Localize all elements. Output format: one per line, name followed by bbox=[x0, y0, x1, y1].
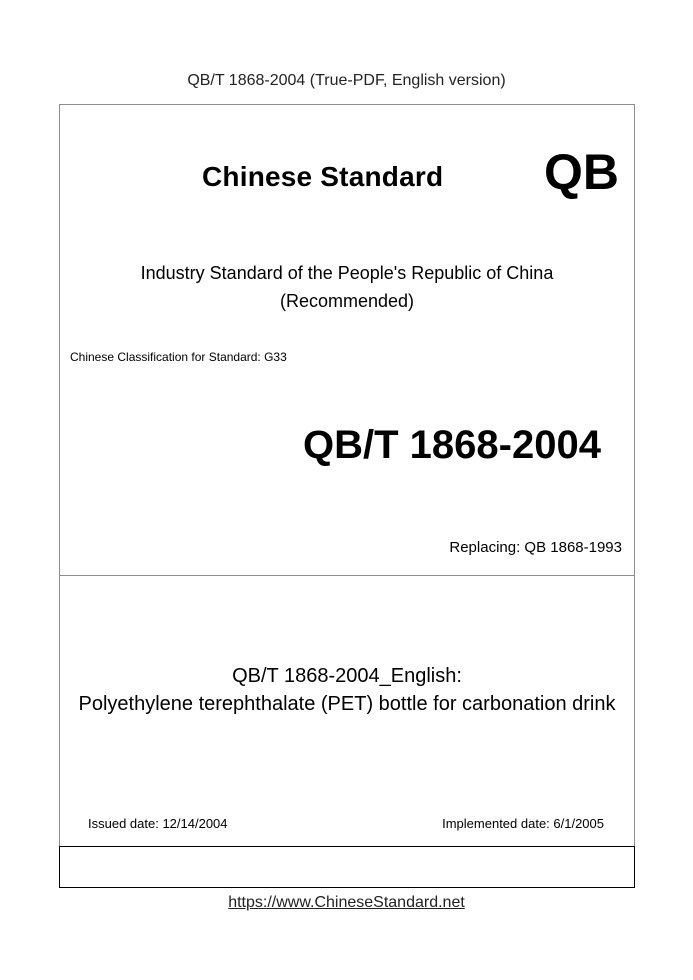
document-header: QB/T 1868-2004 (True-PDF, English version) bbox=[187, 72, 506, 89]
industry-line-1: Industry Standard of the People's Republic of China bbox=[140, 263, 554, 283]
english-title bbox=[60, 662, 634, 718]
cover-frame bbox=[59, 104, 635, 888]
cover-top-section bbox=[60, 105, 634, 576]
issued-date: Issued date: 12/14/2004 bbox=[88, 816, 228, 831]
english-title-line-1: QB/T 1868-2004_English: bbox=[232, 665, 462, 687]
standard-badge: QB bbox=[544, 144, 619, 200]
industry-line-2: (Recommended) bbox=[279, 291, 415, 311]
classification-text: Chinese Classification for Standard: G33 bbox=[70, 350, 287, 364]
industry-statement bbox=[60, 259, 634, 315]
standard-number: QB/T 1868-2004 bbox=[303, 423, 601, 467]
english-title-line-2: Polyethylene terephthalate (PET) bottle for carbonation drink bbox=[78, 693, 616, 715]
implemented-date: Implemented date: 6/1/2005 bbox=[442, 816, 604, 831]
cover-footer-bar bbox=[59, 846, 635, 888]
cover-title: Chinese Standard bbox=[202, 161, 444, 192]
replacing-text: Replacing: QB 1868-1993 bbox=[449, 539, 622, 556]
cover-middle-section bbox=[60, 576, 634, 847]
website-link[interactable]: https://www.ChineseStandard.net bbox=[228, 894, 465, 911]
